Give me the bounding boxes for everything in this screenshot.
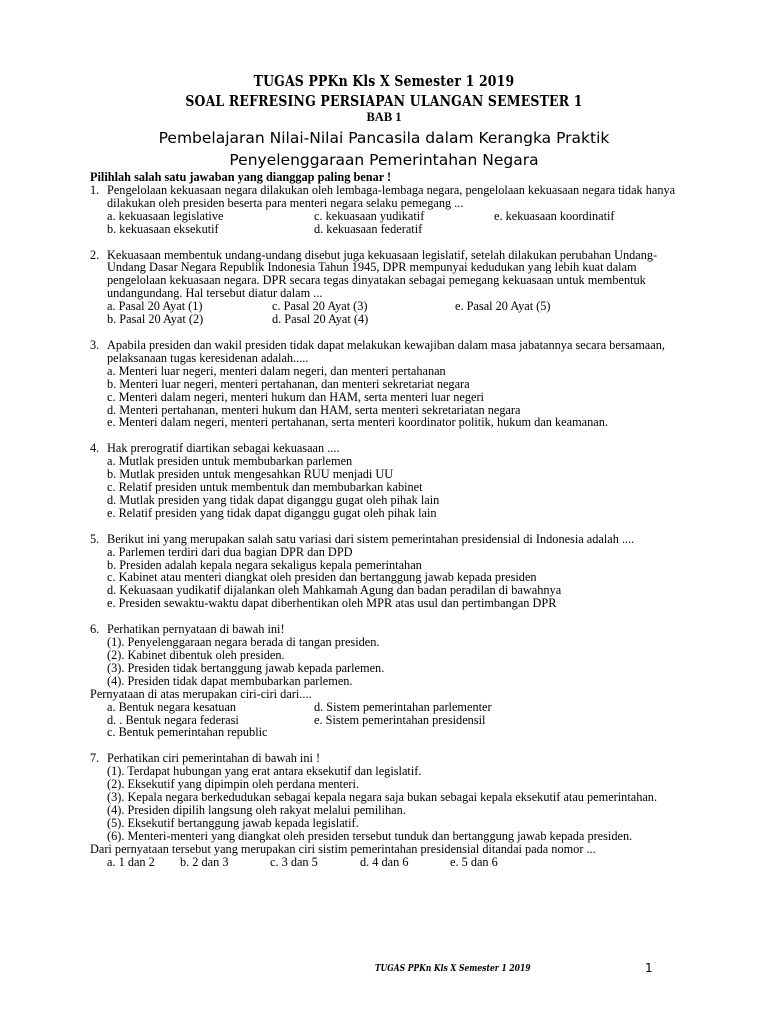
- option-b: b. Menteri luar negeri, menteri pertahanan, dan menteri sekretariat negara: [107, 376, 470, 391]
- question-prompt: Pernyataan di atas merupakan ciri-ciri dari....: [90, 686, 312, 701]
- document-title: TUGAS PPKn Kls X Semester 1 2019: [253, 73, 515, 90]
- question-number: 3.: [90, 337, 100, 352]
- option-e: e. Menteri dalam negeri, menteri pertahanan, serta menteri koordinator politik, hukum dan keamanan.: [107, 415, 608, 430]
- question-number: 7.: [90, 751, 100, 766]
- topic-line-2: Penyelenggaraan Pemerintahan Negara: [229, 151, 539, 169]
- question-number: 4.: [90, 441, 100, 456]
- option-e: e. kekuasaan koordinatif: [494, 208, 615, 223]
- question-2: [90, 249, 690, 326]
- document-subtitle: SOAL REFRESING PERSIAPAN ULANGAN SEMESTER 1: [185, 93, 583, 110]
- topic-line-1: Pembelajaran Nilai-Nilai Pancasila dalam Kerangka Praktik: [158, 129, 610, 147]
- question-4: [90, 442, 690, 519]
- option-e: e. Pasal 20 Ayat (5): [455, 299, 551, 314]
- option-a: a. Mutlak presiden untuk membubarkan parlemen: [107, 454, 353, 469]
- option-b: b. Pasal 20 Ayat (2): [107, 312, 204, 327]
- question-text: Apabila presiden dan wakil presiden tidak dapat melakukan kewajiban dalam masa jabatannya secara bersamaan, pelaksanaan tugas keresidenan adalah.....: [107, 337, 665, 365]
- question-text: Hak prerogratif diartikan sebagai kekuasaan ....: [107, 441, 340, 456]
- option-c: c. Bentuk pemerintahan republic: [107, 725, 268, 740]
- statement: (3). Presiden tidak bertanggung jawab kepada parlemen.: [107, 660, 385, 675]
- option-c: c. Menteri dalam negeri, menteri hukum dan HAM, serta menteri luar negeri: [107, 389, 484, 404]
- answer-options: [90, 701, 690, 740]
- question-text: Pengelolaan kekuasaan negara dilakukan oleh lembaga-lembaga negara, pengelolaan kekuasaan negara tidak hanya dilakukan oleh presiden beserta para menteri negara selaku pemegang ...: [107, 182, 676, 210]
- page-number: 1: [645, 961, 653, 975]
- question-text: Perhatikan ciri pemerintahan di bawah ini !: [107, 751, 321, 766]
- option-d: d. Mutlak presiden yang tidak dapat diganggu gugat oleh pihak lain: [107, 492, 440, 507]
- question-1: [90, 184, 690, 236]
- question-5: [90, 533, 690, 610]
- option-d: d. 4 dan 6: [360, 854, 409, 869]
- option-a: a. Bentuk negara kesatuan: [107, 699, 237, 714]
- option-e: e. Presiden sewaktu-waktu dapat diberhentikan oleh MPR atas usul dan pertimbangan DPR: [107, 596, 557, 611]
- option-b: b. Mutlak presiden untuk mengesahkan RUU menjadi UU: [107, 467, 394, 482]
- statement: (3). Kepala negara berkedudukan sebagai kepala negara saja bukan sebagai kepala eksekutif atau pemerintahan.: [107, 790, 658, 805]
- option-a: a. Parlemen terdiri dari dua bagian DPR dan DPD: [107, 544, 353, 559]
- option-a: a. Menteri luar negeri, menteri dalam negeri, dan menteri pertahanan: [107, 363, 446, 378]
- option-a: a. kekuasaan legislative: [107, 208, 224, 223]
- statement: (5). Eksekutif bertanggung jawab kepada legislatif.: [107, 815, 359, 830]
- question-text: Kekuasaan membentuk undang-undang disebut juga kekuasaan legislatif, setelah dilakukan perubahan Undang-Undang Dasar Negara Republik Indonesia Tahun 1945, DPR mempunyai kedudukan yang lebih kuat dalam pengelolaan kekuasaan negara. DPR secara tegas dinyatakan sebagai pemegang kekuasaan untuk membentuk undangundang. Hal tersebut diatur dalam ...: [107, 247, 658, 301]
- page-footer: TUGAS PPKn Kls X Semester 1 2019: [375, 963, 531, 974]
- statement: (2). Kabinet dibentuk oleh presiden.: [107, 648, 285, 662]
- statement: (2). Eksekutif yang dipimpin oleh perdana menteri.: [107, 777, 360, 792]
- question-text: Berikut ini yang merupakan salah satu variasi dari sistem pemerintahan presidensial di Indonesia adalah ....: [107, 531, 635, 546]
- answer-options: [90, 856, 690, 869]
- option-d: d. Pasal 20 Ayat (4): [272, 312, 369, 327]
- question-number: 2.: [90, 247, 100, 262]
- option-c: c. kekuasaan yudikatif: [314, 208, 425, 223]
- option-b: b. Presiden adalah kepala negara sekaligus kepala pemerintahan: [107, 557, 422, 572]
- question-number: 5.: [90, 531, 100, 546]
- statement: (1). Terdapat hubungan yang erat antara eksekutif dan legislatif.: [107, 764, 422, 779]
- option-e: e. 5 dan 6: [450, 854, 498, 869]
- question-text: Perhatikan pernyataan di bawah ini!: [107, 622, 285, 637]
- question-number: 1.: [90, 182, 100, 197]
- option-d: d. Sistem pemerintahan parlementer: [314, 699, 492, 714]
- answer-options: [90, 300, 690, 326]
- statement: (6). Menteri-menteri yang diangkat oleh presiden tersebut tunduk dan bertanggung jawab kepada presiden.: [107, 828, 633, 843]
- question-7: [90, 752, 690, 868]
- option-a: a. Pasal 20 Ayat (1): [107, 299, 203, 314]
- statement: (4). Presiden dipilih langsung oleh rakyat melalui pemilihan.: [107, 802, 406, 817]
- option-e: e. Sistem pemerintahan presidensil: [314, 712, 486, 727]
- option-c: c. Relatif presiden untuk membentuk dan membubarkan kabinet: [107, 480, 423, 495]
- question-list: [90, 171, 690, 869]
- statement: (4). Presiden tidak dapat membubarkan parlemen.: [107, 673, 353, 688]
- question-3: [90, 339, 690, 429]
- question-prompt: Dari pernyataan tersebut yang merupakan ciri sistim pemerintahan presidensial ditandai pada nomor ...: [90, 841, 596, 856]
- option-b: b. kekuasaan eksekutif: [107, 221, 219, 236]
- option-b: b. 2 dan 3: [180, 854, 229, 869]
- option-e: e. Relatif presiden yang tidak dapat diganggu gugat oleh pihak lain: [107, 505, 437, 520]
- option-d: d. kekuasaan federatif: [314, 221, 423, 236]
- question-number: 6.: [90, 622, 100, 637]
- option-c: c. Kabinet atau menteri diangkat oleh presiden dan bertanggung jawab kepada presiden: [107, 570, 537, 585]
- chapter-label: BAB 1: [366, 110, 402, 124]
- answer-options: [90, 210, 690, 236]
- option-c: c. 3 dan 5: [270, 854, 318, 869]
- option-a: a. 1 dan 2: [107, 854, 155, 869]
- option-c: c. Pasal 20 Ayat (3): [272, 299, 368, 314]
- question-6: [90, 623, 690, 739]
- statement: (1). Penyelenggaraan negara berada di tangan presiden.: [107, 635, 380, 650]
- option-d: d. Kekuasaan yudikatif dijalankan oleh Mahkamah Agung dan badan peradilan di bawahnya: [107, 583, 562, 598]
- instruction: Pilihlah salah satu jawaban yang dianggap paling benar !: [90, 170, 392, 184]
- option-d: d. Menteri pertahanan, menteri hukum dan HAM, serta menteri sekretariatan negara: [107, 402, 521, 417]
- option-b: d. . Bentuk negara federasi: [107, 712, 239, 727]
